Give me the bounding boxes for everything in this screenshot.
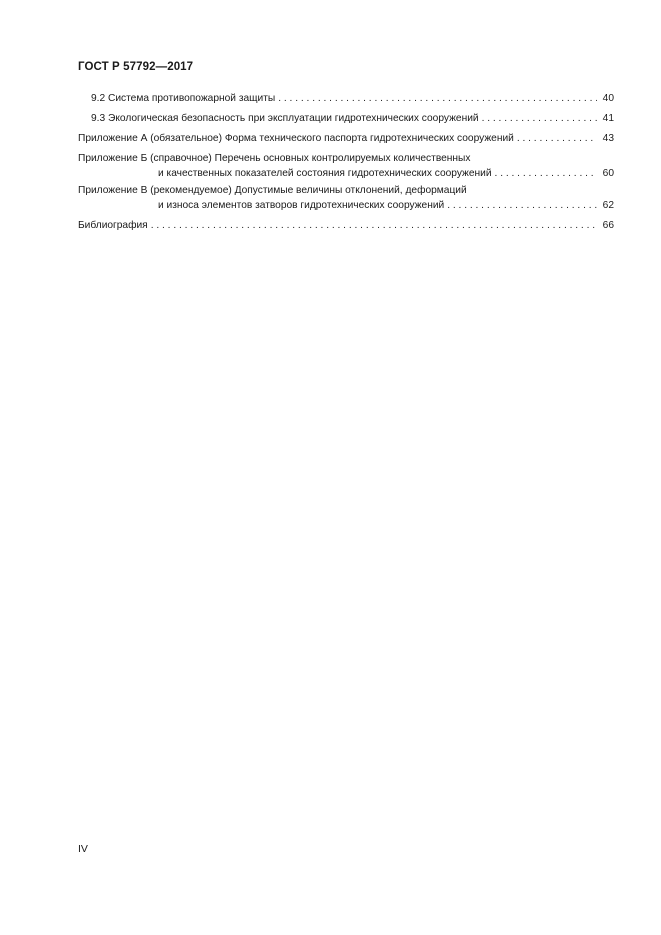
toc-entry-9-3[interactable] (78, 111, 614, 126)
toc-leader-dots (151, 218, 597, 233)
toc-entry-title-line-1: Приложение Б (справочное) Перечень основных контролируемых количественных (78, 153, 471, 164)
toc-entry-bibliography[interactable] (78, 218, 614, 233)
toc-entry-appendix-a[interactable] (78, 131, 614, 146)
page-number-footer: IV (78, 843, 88, 855)
toc-entry-title: Библиография (78, 220, 148, 231)
toc-page-number: 41 (602, 113, 614, 124)
toc-entry-title-line-2: и износа элементов затворов гидротехнических сооружений (158, 200, 445, 211)
toc-leader-dots (482, 111, 597, 126)
toc-leader-dots (517, 131, 597, 146)
toc-page-number: 60 (602, 168, 614, 179)
toc-leader-dots (278, 91, 597, 106)
toc-entry-9-2[interactable] (78, 91, 614, 106)
toc-entry-title: 9.2 Система противопожарной защиты (91, 93, 276, 104)
toc-entry-appendix-b[interactable] (78, 151, 614, 181)
toc-entry-title-line-2: и качественных показателей состояния гидротехнических сооружений (158, 168, 492, 179)
document-header: ГОСТ Р 57792—2017 (78, 61, 194, 73)
toc-page-number: 40 (602, 93, 614, 104)
toc-entry-appendix-v[interactable] (78, 183, 614, 213)
toc-page-number: 66 (602, 220, 614, 231)
toc-leader-dots (495, 166, 597, 181)
toc-page-number: 43 (602, 133, 614, 144)
toc-page-number: 62 (602, 200, 614, 211)
toc-entry-title: 9.3 Экологическая безопасность при эксплуатации гидротехнических сооружений (91, 113, 479, 124)
toc-entry-title: Приложение А (обязательное) Форма технического паспорта гидротехнических сооружений (78, 133, 514, 144)
toc-entry-title-line-1: Приложение В (рекомендуемое) Допустимые величины отклонений, деформаций (78, 185, 467, 196)
toc-leader-dots (447, 198, 597, 213)
